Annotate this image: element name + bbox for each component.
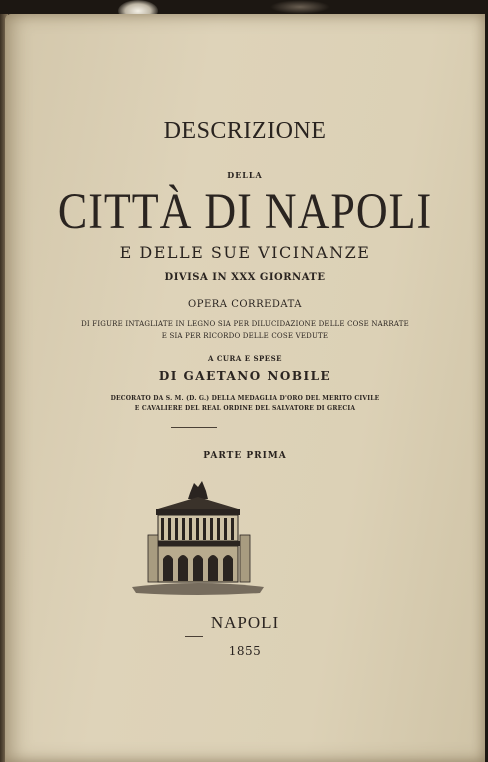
imprint-year: 1855	[228, 644, 262, 658]
honor-line2: E CAVALIERE DEL REAL ORDINE DEL SALVATORE DI GRECIA	[134, 405, 356, 412]
subtitle: E DELLE SUE VICINANZE	[119, 243, 371, 262]
title-page	[5, 14, 485, 762]
part-label: PARTE PRIMA	[203, 451, 287, 461]
theatre-building-engraving	[128, 475, 268, 600]
figure-description-line2: E SIA PER RICORDO DELLE COSE VEDUTE	[161, 332, 329, 340]
title-della: DELLA	[227, 170, 263, 180]
divider-rule	[171, 427, 217, 428]
opera-text: OPERA CORREDATA	[188, 299, 302, 310]
cura-text: A CURA E SPESE	[207, 354, 283, 363]
imprint-rule	[185, 636, 203, 637]
figure-description-line1: DI FIGURE INTAGLIATE IN LEGNO SIA PER DILUCIDAZIONE DELLE COSE NARRATE	[81, 320, 409, 328]
author-name: DI GAETANO NOBILE	[158, 369, 332, 383]
title-descrizione: DESCRIZIONE	[163, 118, 327, 144]
background-shadow	[270, 0, 330, 14]
division-text: DIVISA IN XXX GIORNATE	[164, 272, 326, 283]
imprint-city: NAPOLI	[210, 613, 280, 632]
title-main: CITTÀ DI NAPOLI	[57, 183, 433, 240]
honor-line1: DECORATO DA S. M. (D. G.) DELLA MEDAGLIA D'ORO DEL MERITO CIVILE	[110, 395, 380, 402]
